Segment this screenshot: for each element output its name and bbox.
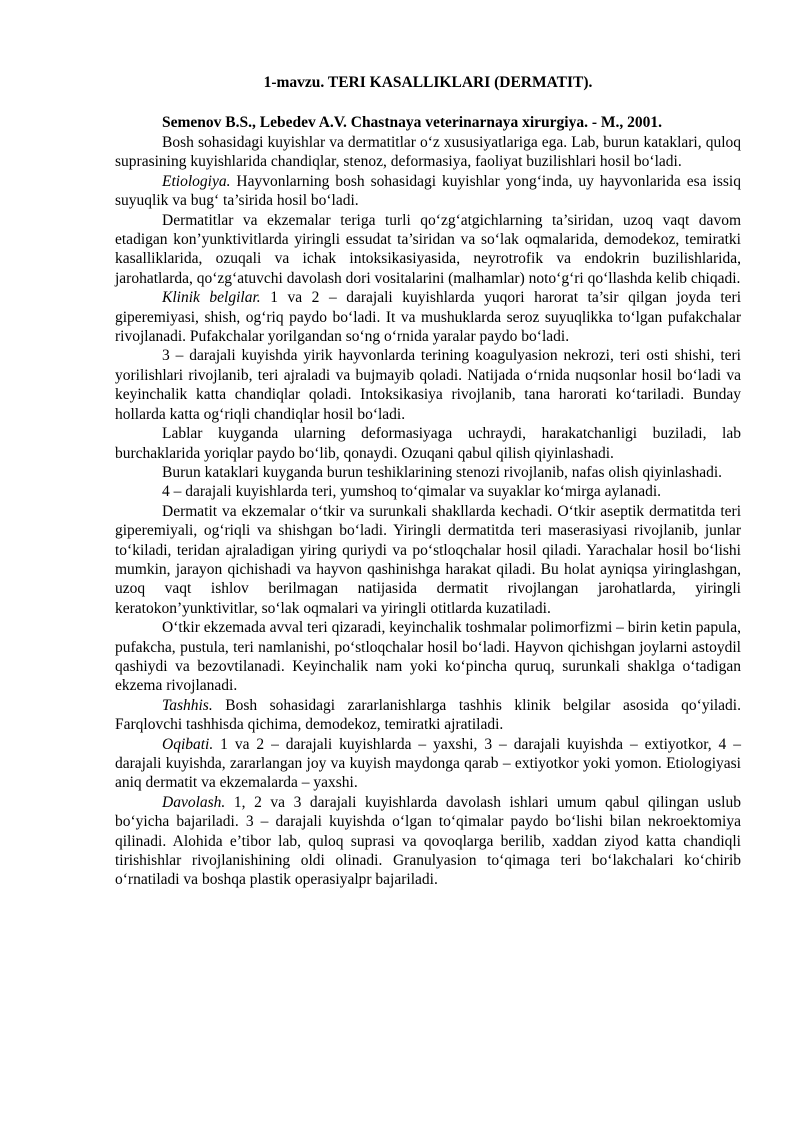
paragraph-lead: Klinik belgilar. [162, 289, 261, 307]
paragraph-text: 3 – darajali kuyishda yirik hayvonlarda terining koagulyasion nekrozi, teri osti shishi, teri yorilishlari rivojlanib, teri ajraladi va bujmayib qoladi. Natijada o‘rnida nuqsonlar hosil bo‘ladi va keyinchalik katta chandiqlar qoladi. Intoksikasiya rivojlanib, tana harorati ko‘tariladi. Bunday hollarda katta og‘riqli chandiqlar hosil bo‘ladi. [115, 347, 741, 423]
document-page [115, 72, 741, 890]
paragraph-text: Lablar kuyganda ularning deformasiyaga uchraydi, harakatchanligi buziladi, lab burchaklarida yoriqlar paydo bo‘lib, qonaydi. Ozuqani qabul qilish qiyinlashadi. [115, 425, 741, 462]
paragraph-treatment [115, 793, 741, 890]
document-title: 1-mavzu. TERI KASALLIKLARI (DERMATIT). [263, 74, 593, 91]
paragraph-text: Dermatitlar va ekzemalar teriga turli qo‘zg‘atgichlarning ta’siridan, uzoq vaqt davom etadigan kon’yunktivitlarda yiringli essudat ta’siridan va so‘lak oqmalarida, demodekoz, temiratki kasalliklarida, ozuqali va ichak intoksikasiyasida, neyrotrofik va endokrin buzilishlarida, jarohatlarda, qo‘zg‘atuvchi davolash dori vositalarini (malhamlar) noto‘g‘ri qo‘llashda kelib chiqadi. [115, 211, 741, 287]
paragraph-text: 1 va 2 – darajali kuyishlarda – yaxshi, 3 – darajali kuyishda – extiyotkor, 4 – darajali kuyishda, zararlangan joy va kuyish maydonga qarab – extiyotkor yoki yomon. Etiologiyasi aniq dermatit va ekzemalarda – yaxshi. [115, 735, 741, 792]
paragraph-lead: Tashhis. [162, 696, 213, 714]
paragraph-text: 1, 2 va 3 darajali kuyishlarda davolash ishlari umum qabul qilingan uslub bo‘yicha bajariladi. 3 – darajali kuyishda o‘lgan to‘qimalar paydo bo‘lishi bilan nekroektomiya qilinadi. Alohida e’tibor lab, quloq suprasi va qovoqlarga berilib, xaddan ziyod katta chandiqli tirishishlar rivojlanishining oldi olinadi. Granulyasion to‘qimaga teri bo‘lakchalari ko‘chirib o‘rnatiladi va boshqa plastik operasiyalpr bajariladi. [115, 793, 741, 889]
paragraph-acute-eczema [115, 618, 741, 696]
paragraph-text: Dermatit va ekzemalar o‘tkir va surunkali shakllarda kechadi. O‘tkir aseptik dermatitda teri giperemiyali, og‘riqli va shishgan bo‘ladi. Yiringli dermatitda teri maserasiyasi rivojlanib, junlar to‘kiladi, teridan ajraladigan yiring quriydi va po‘stloqchalar hosil qiladi. Yarachalar hosil bo‘lishi mumkin, jarayon qichishadi va hayvon qashinishga harakat qiladi. Bu holat ayniqsa yiringlashgan, uzoq vaqt ishlov berilmagan natijasida dermatit rivojlangan jarohatlarda, yiringli keratokon’yunktivitlar, so‘lak oqmalari va yiringli otitlarda kuzatiladi. [115, 502, 741, 617]
paragraph-lead: Oqibati. [162, 735, 214, 753]
paragraph-causes [115, 211, 741, 289]
paragraph-text: Bosh sohasidagi zararlanishlarga tashhis klinik belgilar asosida qo‘yiladi. Farqlovchi tashhisda qichima, demodekoz, temiratki ajratiladi. [115, 696, 741, 734]
paragraph-text: O‘tkir ekzemada avval teri qizaradi, keyinchalik toshmalar polimorfizmi – birin ketin papula, pufakcha, pustula, teri namlanishi, po‘stloqchalar hosil bo‘ladi. Hayvon qichishgan joylarni astoydil qashiydi va bezovtilanadi. Keyinchalik nam yoki ko‘pincha quruq, surunkali shaklga o‘tadigan ekzema rivojlanadi. [115, 619, 741, 695]
paragraph-dermatitis-forms [115, 502, 741, 618]
paragraph-text: 4 – darajali kuyishlarda teri, yumshoq to‘qimalar va suyaklar ko‘mirga aylanadi. [162, 483, 662, 501]
paragraph-text: Hayvonlarning bosh sohasidagi kuyishlar yong‘inda, uy hayvonlarida esa issiq suyuqlik va bug‘ ta’sirida hosil bo‘ladi. [115, 172, 741, 210]
paragraph-intro [115, 133, 741, 172]
paragraph-lead: Davolash. [162, 793, 226, 811]
paragraph-fourth-degree [115, 482, 741, 501]
paragraph-clinical-signs [115, 288, 741, 346]
reference-citation: Semenov B.S., Lebedev A.V. Chastnaya veterinarnaya xirurgiya. - M., 2001. [162, 114, 663, 131]
paragraph-lips [115, 424, 741, 463]
paragraph-diagnosis [115, 696, 741, 735]
paragraph-third-degree [115, 346, 741, 424]
paragraph-etiology [115, 172, 741, 211]
paragraph-text: 1 va 2 – darajali kuyishlarda yuqori harorat ta’sir qilgan joyda teri giperemiyasi, shish, og‘riq paydo bo‘ladi. It va mushuklarda seroz suyuqlikka to‘lgan pufakchalar rivojlanadi. Pufakchalar yorilgandan so‘ng o‘rnida yaralar paydo bo‘ladi. [115, 289, 741, 346]
paragraph-prognosis [115, 735, 741, 793]
paragraph-nose [115, 463, 741, 482]
paragraph-text: Burun kataklari kuyganda burun teshiklarining stenozi rivojlanib, nafas olish qiyinlashadi. [162, 463, 723, 481]
paragraph-text: Bosh sohasidagi kuyishlar va dermatitlar o‘z xususiyatlariga ega. Lab, burun kataklari, quloq suprasining kuyishlarida chandiqlar, stenoz, deformasiya, faoliyat buzilishlari hosil bo‘ladi. [115, 134, 741, 171]
paragraph-lead: Etiologiya. [162, 172, 231, 190]
